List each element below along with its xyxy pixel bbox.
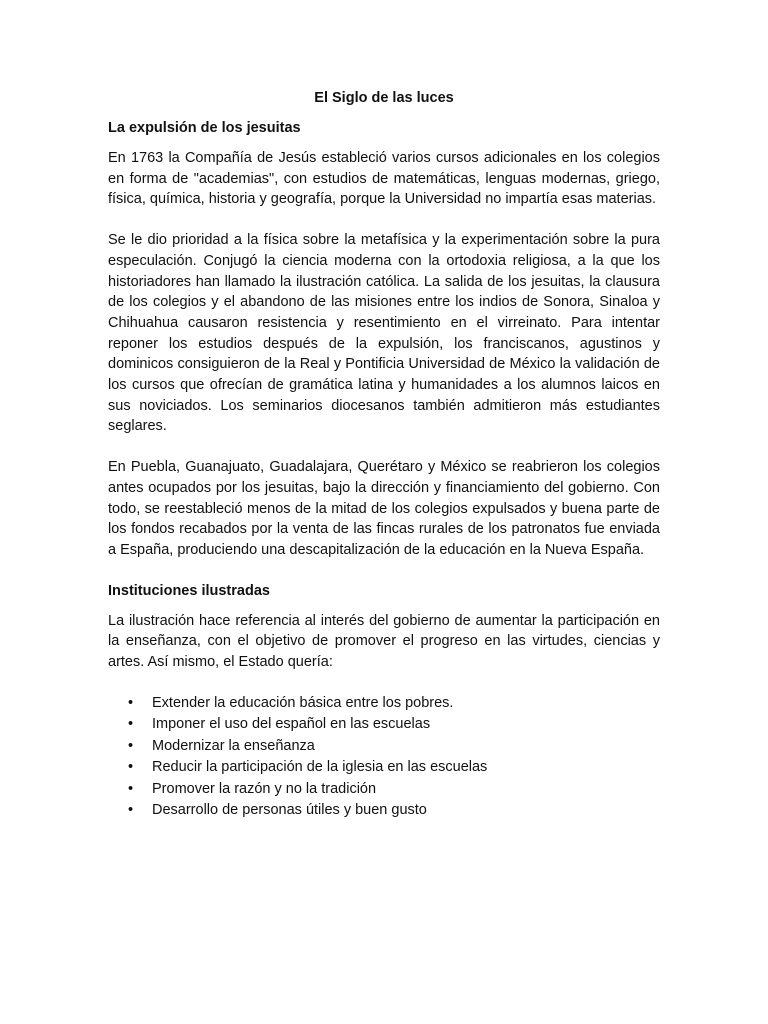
section-heading-instituciones: Instituciones ilustradas [108, 582, 270, 599]
list-item-text: Imponer el uso del español en las escuelas [152, 716, 431, 733]
paragraph: Se le dio prioridad a la física sobre la metafísica y la experimentación sobre la pura especulación. Conjugó la ciencia moderna con la ortodoxia religiosa, a la que los historiadores han llamado la ilustración católica. La salida de los jesuitas, la clausura de los colegios y el abandono de las misiones entre los indios de Sonora, Sinaloa y Chihuahua causaron resistencia y resentimiento en el virreinato. Para intentar reponer los estudios después de la expulsión, los franciscanos, agustinos y dominicos consiguieron de la Real y Pontificia Universidad de México la validación de los cursos que ofrecían de gramática latina y humanidades a los alumnos laicos en sus noviciados. Los seminarios diocesanos también admitieron más estudiantes seglares. [108, 232, 660, 435]
bullet-icon: • [128, 716, 134, 733]
bullet-list [108, 693, 660, 822]
list-item [108, 779, 660, 801]
list-item [108, 693, 660, 715]
document-page [108, 88, 660, 822]
bullet-icon: • [128, 694, 134, 711]
list-item-text: Extender la educación básica entre los pobres. [152, 694, 454, 711]
list-item-text: Promover la razón y no la tradición [152, 780, 377, 797]
list-item [108, 757, 660, 779]
page-title: El Siglo de las luces [314, 90, 454, 106]
list-item-text: Desarrollo de personas útiles y buen gusto [152, 802, 427, 819]
list-item-text: Reducir la participación de la iglesia en las escuelas [152, 759, 488, 776]
bullet-icon: • [128, 759, 134, 776]
paragraph: En Puebla, Guanajuato, Guadalajara, Querétaro y México se reabrieron los colegios antes ocupados por los jesuitas, bajo la dirección y financiamiento del gobierno. Con todo, se reestableció menos de la mitad de los colegios expulsados y buena parte de los fondos recabados por la venta de las fincas rurales de los patronatos fue enviada a España, produciendo una descapitalización de la educación en la Nueva España. [108, 459, 660, 558]
bullet-icon: • [128, 737, 134, 754]
list-item [108, 714, 660, 736]
section-heading-expulsion: La expulsión de los jesuitas [108, 120, 301, 136]
list-item-text: Modernizar la enseñanza [152, 737, 315, 754]
paragraph: La ilustración hace referencia al interés del gobierno de aumentar la participación en la enseñanza, con el objetivo de promover el progreso en las virtudes, ciencias y artes. Así mismo, el Estado quería: [108, 612, 660, 671]
paragraph: En 1763 la Compañía de Jesús estableció varios cursos adicionales en los colegios en forma de "academias", con estudios de matemáticas, lenguas modernas, griego, física, química, historia y geografía, porque la Universidad no impartía esas materias. [108, 150, 660, 208]
bullet-icon: • [128, 802, 134, 819]
list-item [108, 736, 660, 758]
list-item [108, 800, 660, 822]
bullet-icon: • [128, 780, 134, 797]
